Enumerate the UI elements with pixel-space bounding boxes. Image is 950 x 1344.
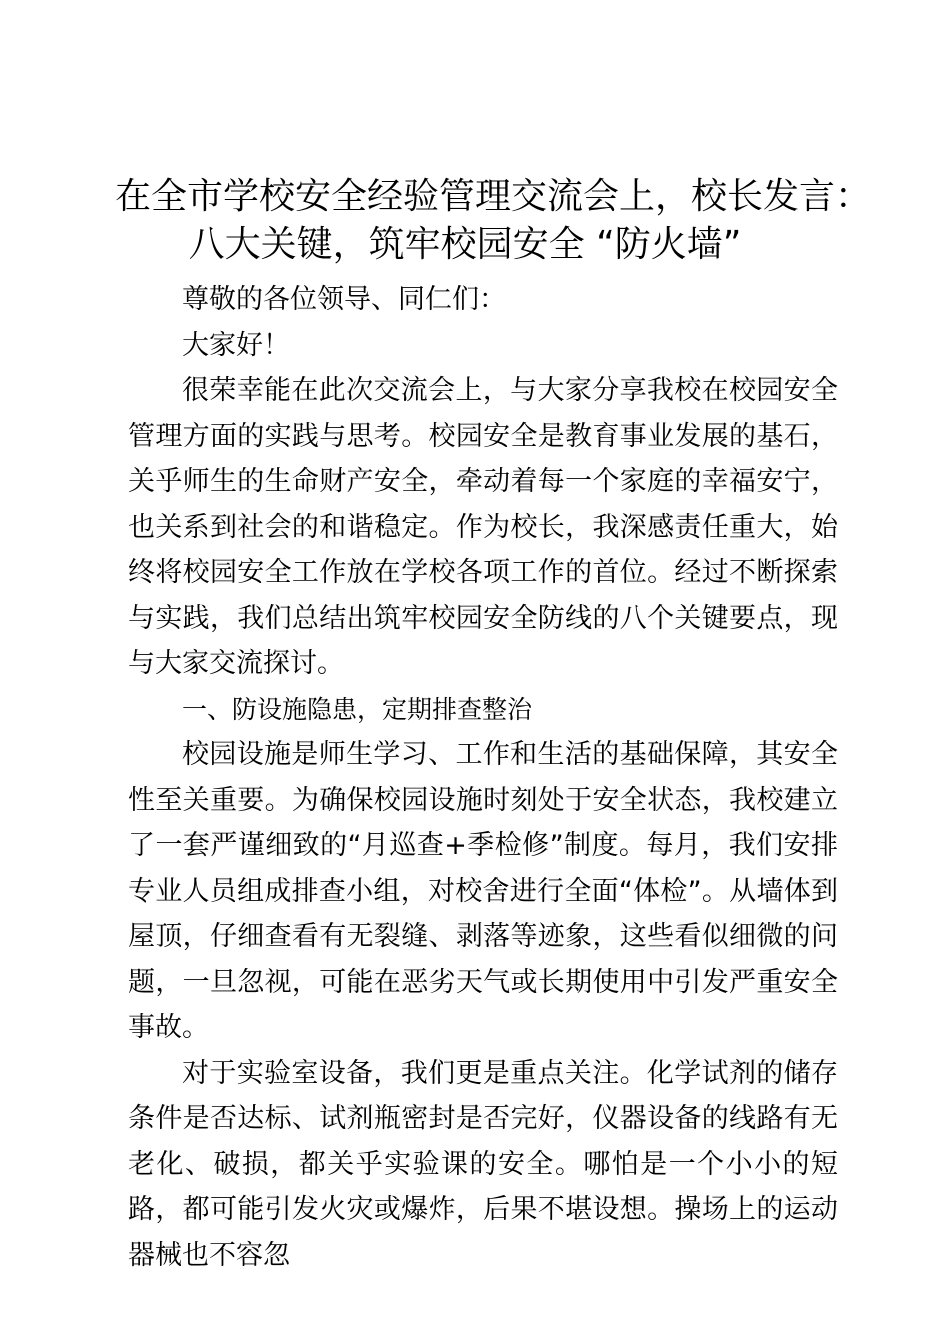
document-body	[128, 277, 838, 1278]
section-1-paragraph-1: 校园设施是师生学习、工作和生活的基础保障，其安全性至关重要。为确保校园设施时刻处于安全状态，我校建立了一套严谨细致的“月巡查+季检修”制度。每月，我们安排专业人员组成排查小组，对校舍进行全面“体检”。从墙体到屋顶，仔细查看有无裂缝、剥落等迹象，这些看似细微的问题，一旦忽视，可能在恶劣天气或长期使用中引发严重安全事故。	[128, 739, 838, 1043]
section-1-paragraph-2: 对于实验室设备，我们更是重点关注。化学试剂的储存条件是否达标、试剂瓶密封是否完好，仪器设备的线路有无老化、破损，都关乎实验课的安全。哪怕是一个小小的短路，都可能引发火灾或爆炸，后果不堪设想。操场上的运动器械也不容忽	[128, 1057, 838, 1271]
greeting: 大家好！	[182, 329, 290, 361]
section-heading-1: 一、防设施隐患，定期排查整治	[182, 694, 533, 724]
document-title-line-1: 在全市学校安全经验管理交流会上，校长发言：	[114, 176, 871, 217]
salutation: 尊敬的各位领导、同仁们：	[182, 284, 506, 315]
intro-paragraph: 很荣幸能在此次交流会上，与大家分享我校在校园安全管理方面的实践与思考。校园安全是教育事业发展的基石，关乎师生的生命财产安全，牵动着每一个家庭的幸福安宁，也关系到社会的和谐稳定。作为校长，我深感责任重大，始终将校园安全工作放在学校各项工作的首位。经过不断探索与实践，我们总结出筑牢校园安全防线的八个关键要点，现与大家交流探讨。	[128, 375, 838, 679]
document-title-line-2: 八大关键，筑牢校园安全 “防火墙”	[188, 224, 742, 265]
